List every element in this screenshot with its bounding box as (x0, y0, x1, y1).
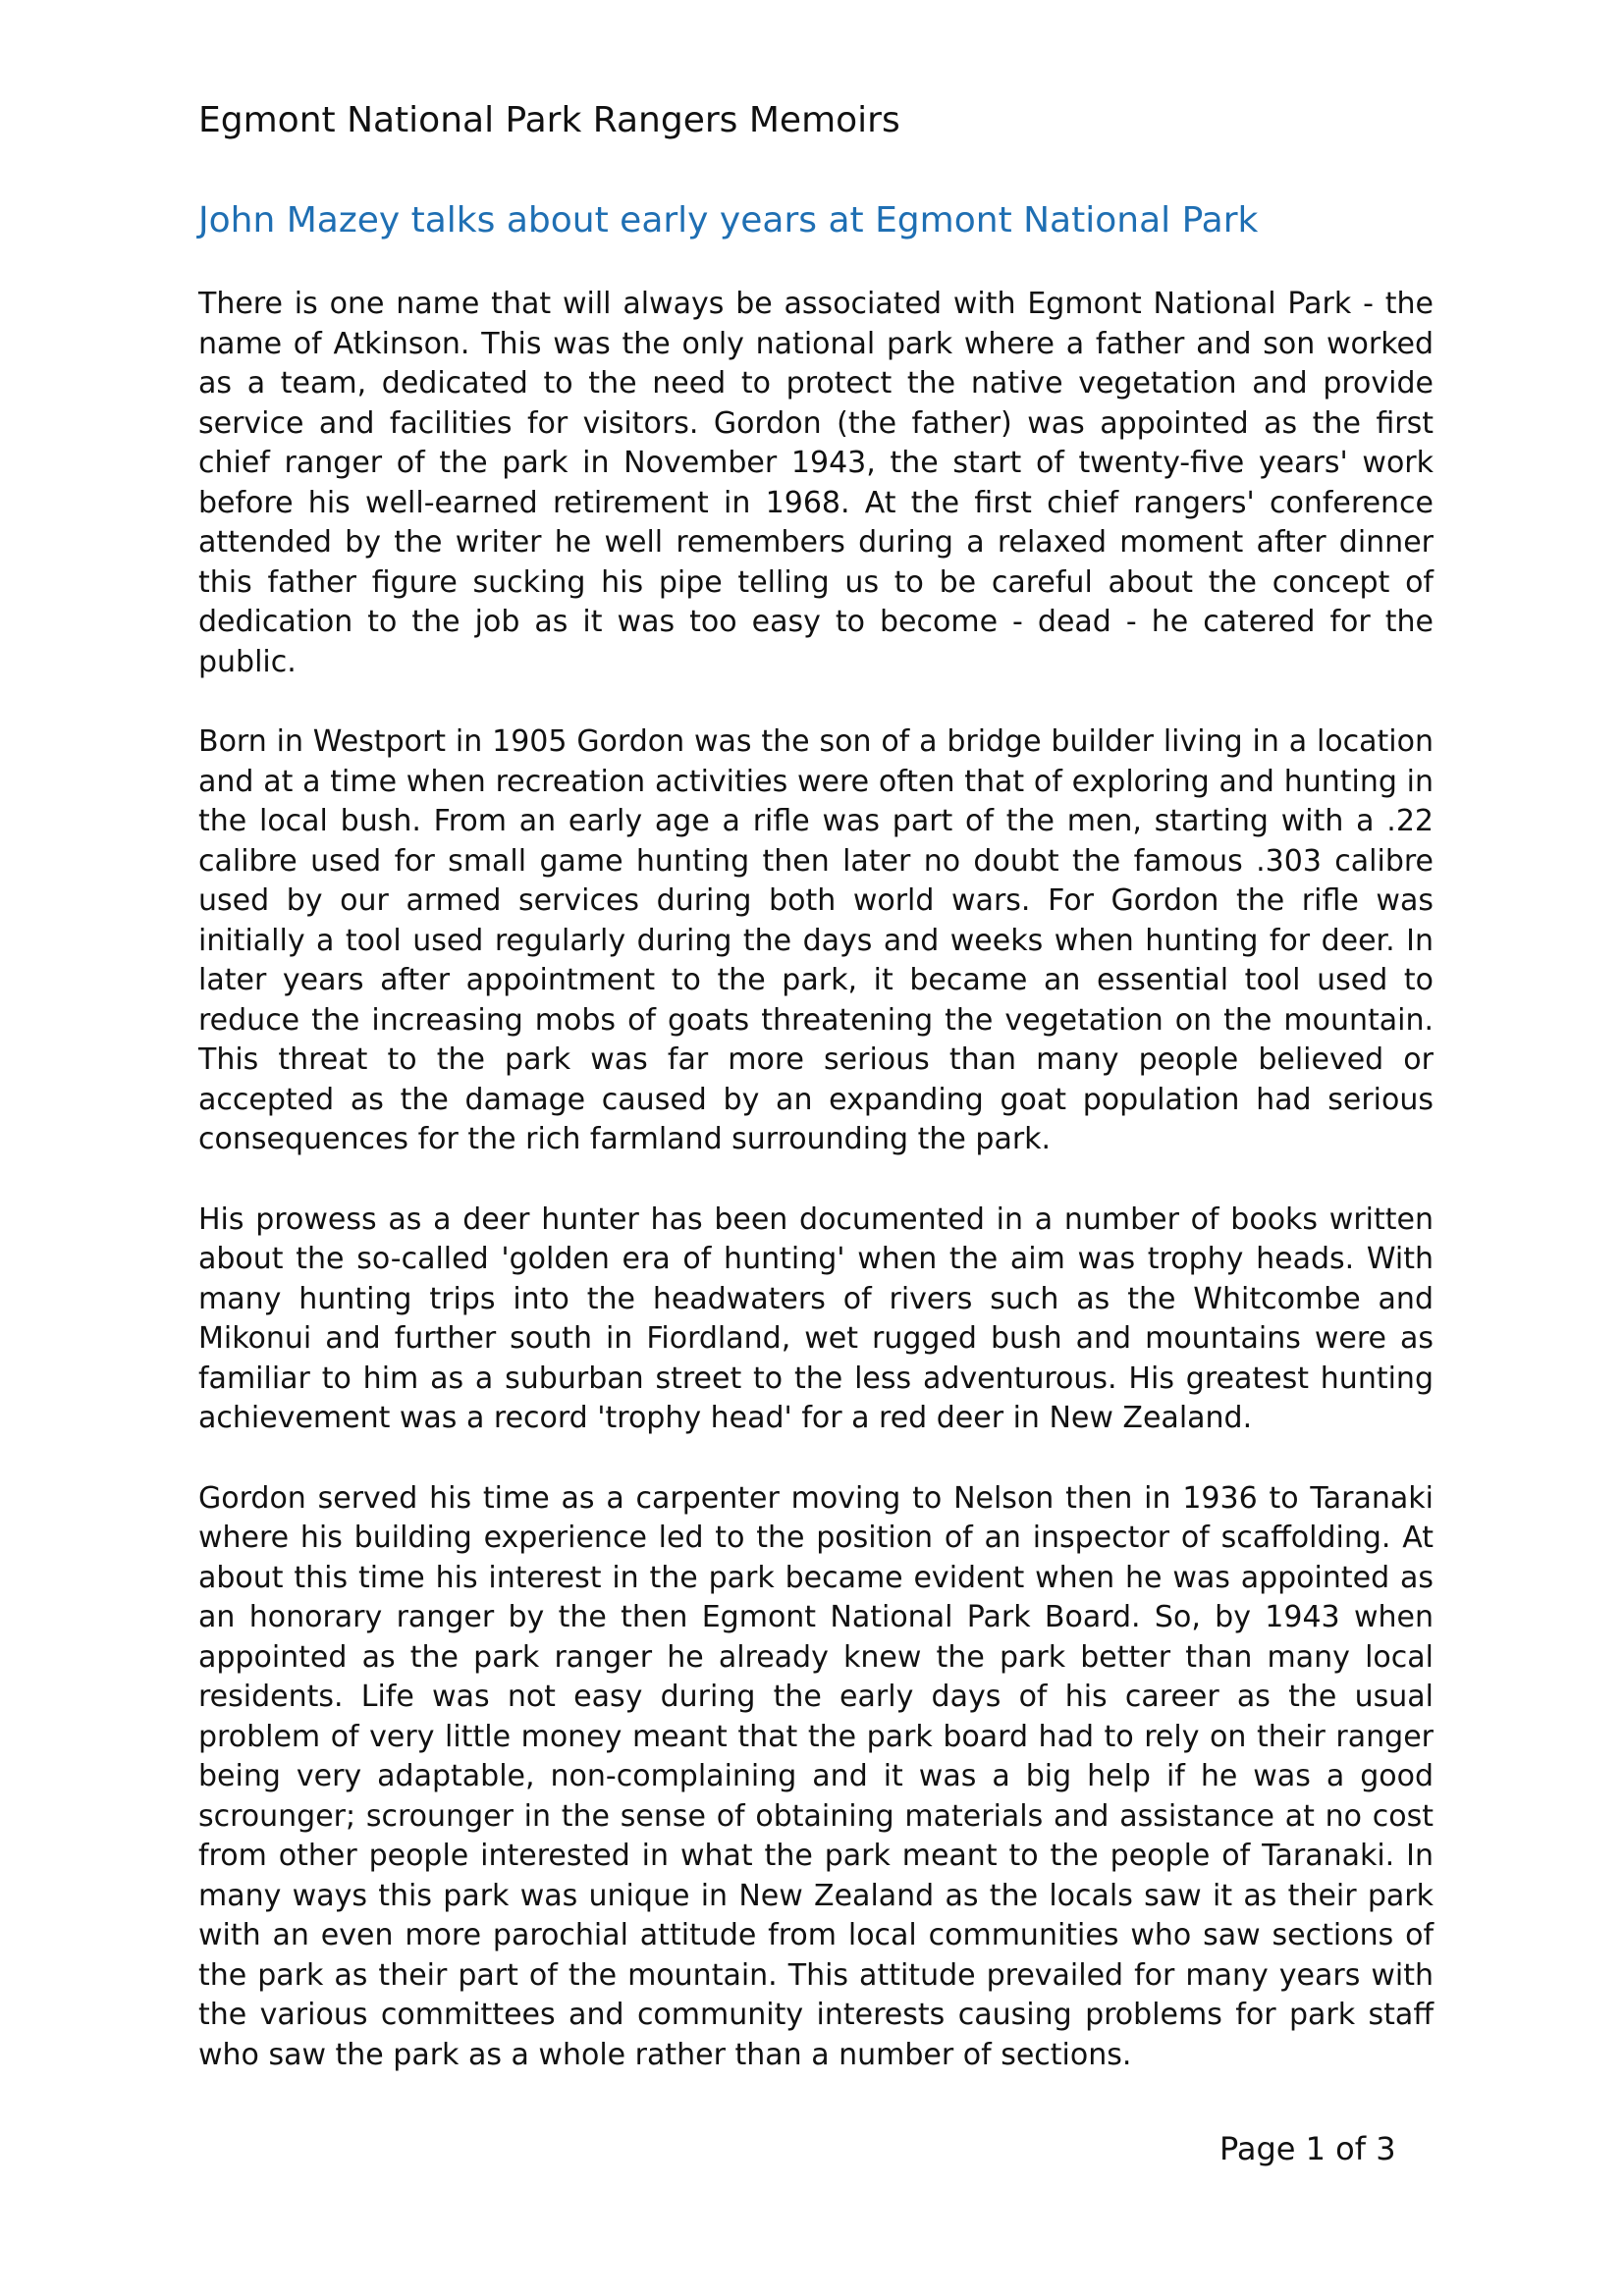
paragraph: There is one name that will always be associated with Egmont National Park - the name of Atkinson. This was the only national park where a father and son worked as a team, dedicated to the need to protect the native vegetation and provide service and facilities for visitors. Gordon (the father) was appointed as the first chief ranger of the park in November 1943, the start of twenty-five years' work before his well-earned retirement in 1968. At the first chief rangers' conference attended by the writer he well remembers during a relaxed moment after dinner this father figure sucking his pipe telling us to be careful about the concept of dedication to the job as it was too easy to become - dead - he catered for the public. (198, 287, 1434, 679)
page-number: Page 1 of 3 (1219, 2130, 1396, 2167)
document-body (198, 285, 1434, 2115)
document-subtitle: John Mazey talks about early years at Egmont National Park (198, 200, 1259, 240)
document-title: Egmont National Park Rangers Memoirs (198, 100, 900, 140)
paragraph: Born in Westport in 1905 Gordon was the son of a bridge builder living in a location and at a time when recreation activities were often that of exploring and hunting in the local bush. From an early age a rifle was part of the men, starting with a .22 calibre used for small game hunting then later no doubt the famous .303 calibre used by our armed services during both world wars. For Gordon the rifle was initially a tool used regularly during the days and weeks when hunting for deer. In later years after appointment to the park, it became an essential tool used to reduce the increasing mobs of goats threatening the vegetation on the mountain. This threat to the park was far more serious than many people believed or accepted as the damage caused by an expanding goat population had serious consequences for the rich farmland surrounding the park. (198, 724, 1434, 1156)
paragraph: His prowess as a deer hunter has been documented in a number of books written about the so-called 'golden era of hunting' when the aim was trophy heads. With many hunting trips into the headwaters of rivers such as the Whitcombe and Mikonui and further south in Fiordland, wet rugged bush and mountains were as familiar to him as a suburban street to the less adventurous. His greatest hunting achievement was a record 'trophy head' for a red deer in New Zealand. (198, 1201, 1434, 1435)
paragraph: Gordon served his time as a carpenter moving to Nelson then in 1936 to Taranaki where his building experience led to the position of an inspector of scaffolding. At about this time his interest in the park became evident when he was appointed as an honorary ranger by the then Egmont National Park Board. So, by 1943 when appointed as the park ranger he already knew the park better than many local residents. Life was not easy during the early days of his career as the usual problem of very little money meant that the park board had to rely on their ranger being very adaptable, non-complaining and it was a big help if he was a good scrounger; scrounger in the sense of obtaining materials and assistance at no cost from other people interested in what the park meant to the people of Taranaki. In many ways this park was unique in New Zealand as the locals saw it as their park with an even more parochial attitude from local communities who saw sections of the park as their part of the mountain. This attitude prevailed for many years with the various committees and community interests causing problems for park staff who saw the park as a whole rather than a number of sections. (198, 1480, 1434, 2072)
